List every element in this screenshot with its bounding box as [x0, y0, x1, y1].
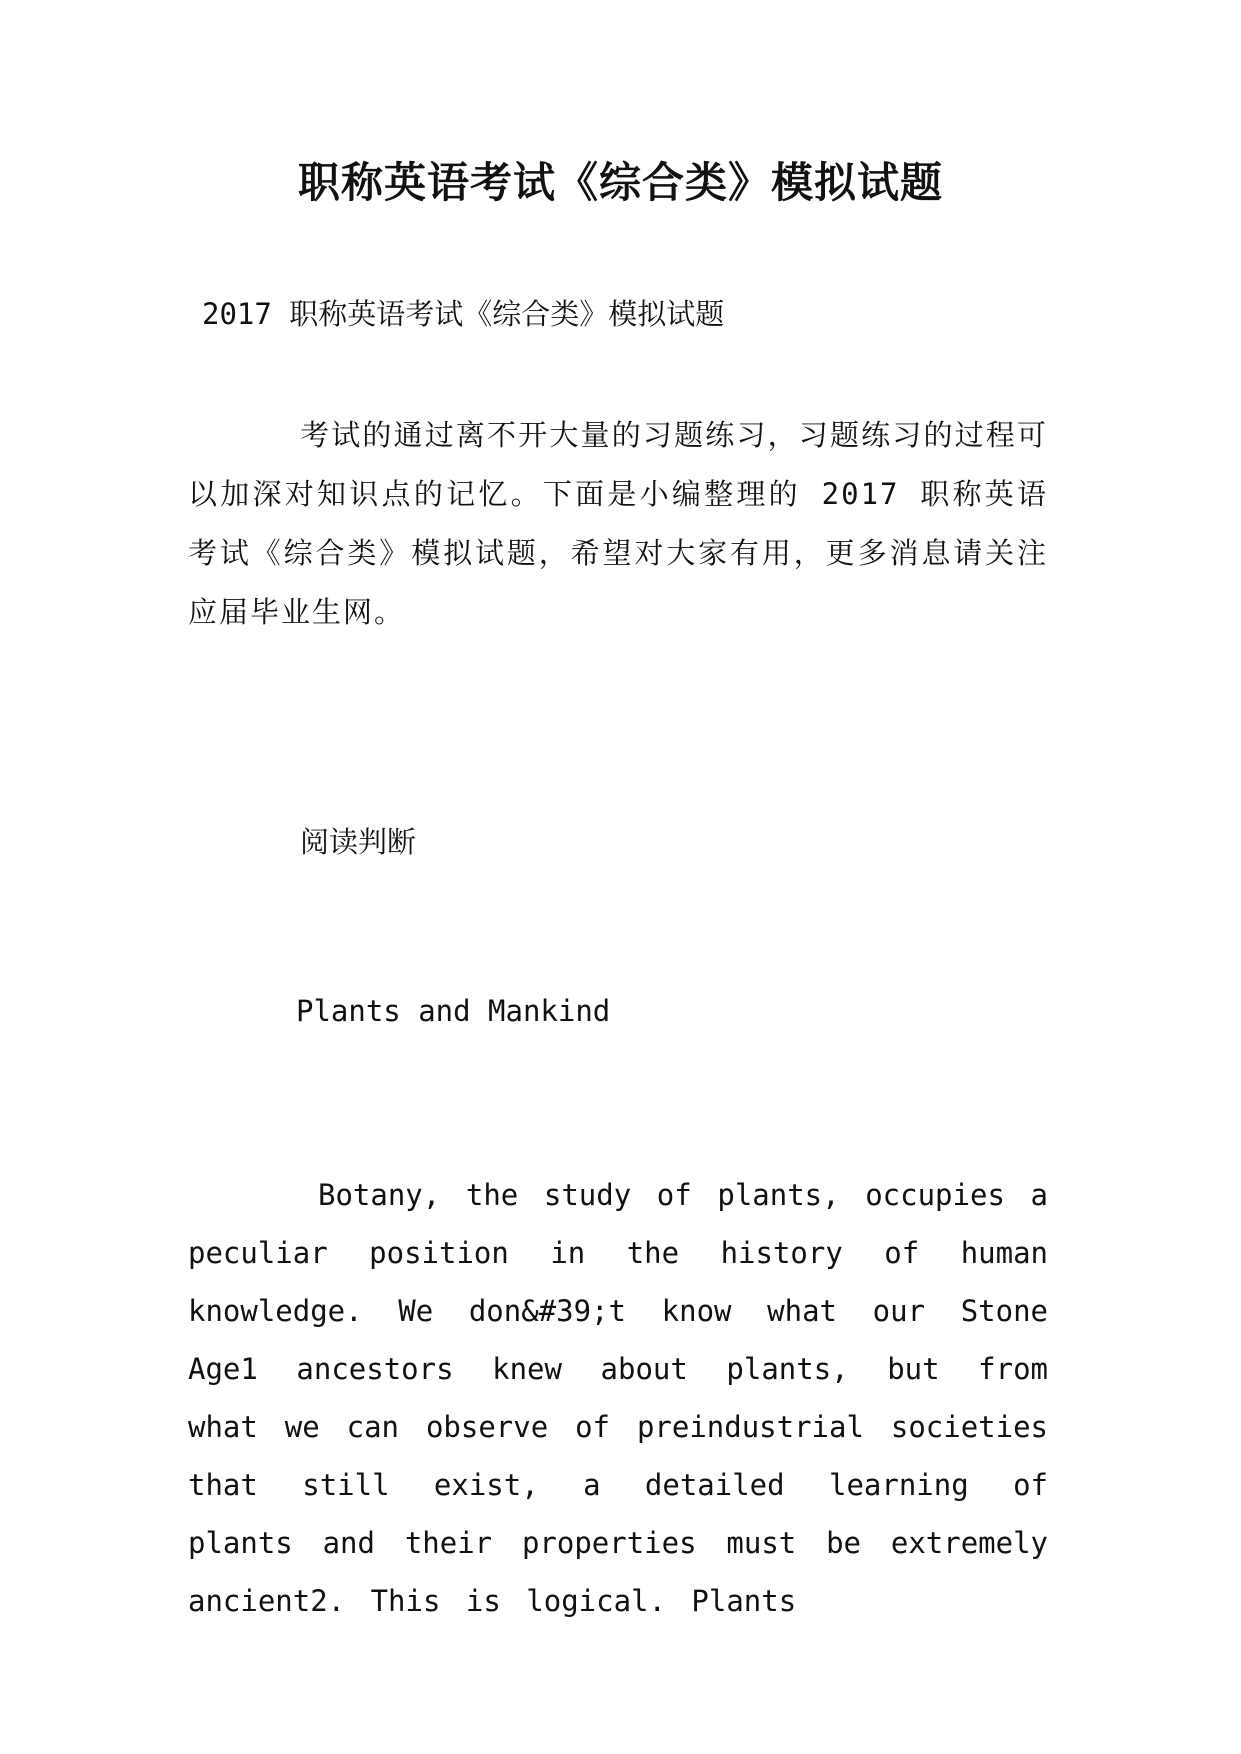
document-title: 职称英语考试《综合类》模拟试题 — [297, 158, 943, 207]
section-heading: 阅读判断 — [300, 825, 417, 859]
article-body-paragraph: Botany, the study of plants, occupies a peculiar position in the history of human knowledge. We don&#39;t know what our Stone Age1 ancestors knew about plants, but from what we can observe of preindustrial societies that still exist, a detailed learning of plants and their properties must be extremely ancient2. This is logical. Plants — [188, 1178, 1048, 1618]
intro-paragraph: 考试的通过离不开大量的习题练习，习题练习的过程可以加深对知识点的记忆。下面是小编整理的 2017 职称英语考试《综合类》模拟试题，希望对大家有用，更多消息请关注应届毕业生网。 — [188, 418, 1048, 629]
article-title: Plants and Mankind — [296, 994, 611, 1028]
document-subtitle: 2017 职称英语考试《综合类》模拟试题 — [202, 297, 725, 331]
